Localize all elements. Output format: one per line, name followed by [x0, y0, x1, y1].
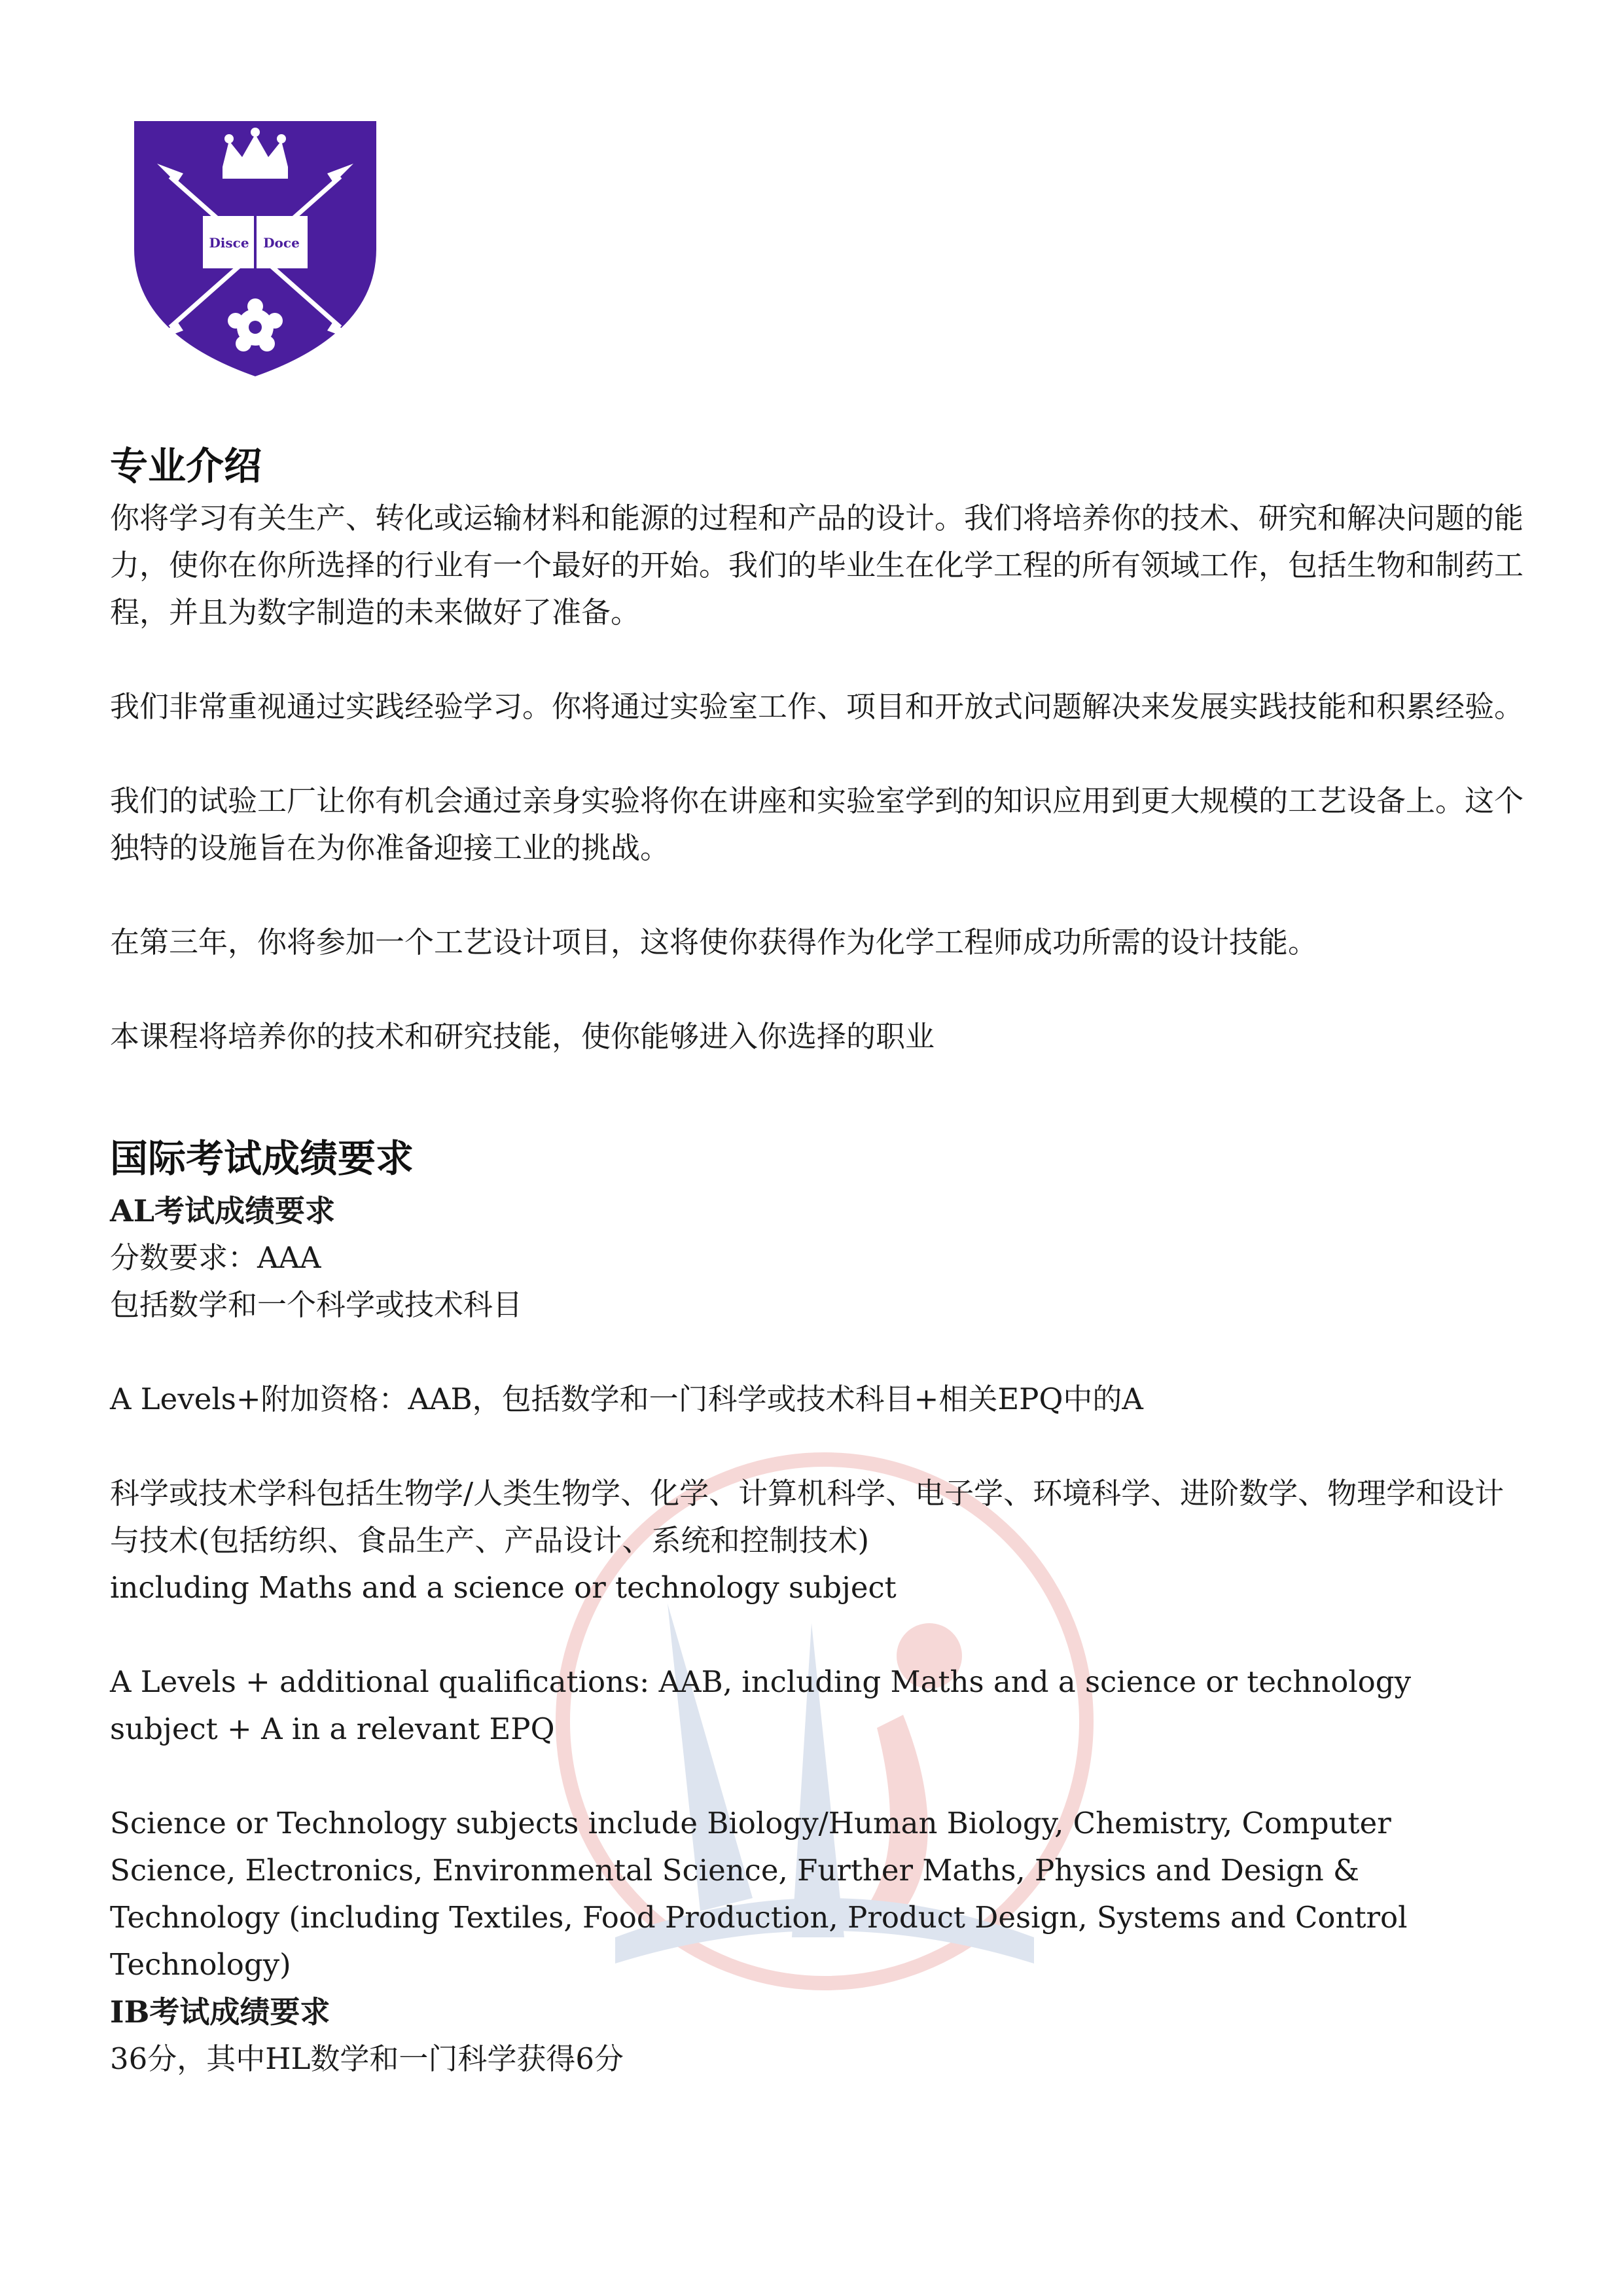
- al-subjects: 包括数学和一个科学或技术科目: [110, 1287, 523, 1322]
- intro-paragraph-2: 我们非常重视通过实践经验学习。你将通过实验室工作、项目和开放式问题解决来发展实践技能和积累经验。: [110, 689, 1524, 724]
- university-shield-logo: [131, 118, 380, 380]
- logo-motto-right: Doce: [263, 235, 300, 251]
- requirements-title: 国际考试成绩要求: [110, 1136, 414, 1181]
- al-science-en: Science or Technology subjects include Biology/Human Biology, Chemistry, Computer Science, Electronics, Environmental Science, Further Maths, Physics and Design & Technology (including Textiles, Food Production, Product Design, Systems and Control Technology): [110, 1806, 1408, 1982]
- document-content: [110, 440, 1524, 2083]
- al-heading: AL考试成绩要求: [110, 1193, 336, 1229]
- ib-heading: IB考试成绩要求: [110, 1994, 330, 2030]
- intro-paragraph-4: 在第三年，你将参加一个工艺设计项目，这将使你获得作为化学工程师成功所需的设计技能。: [110, 925, 1318, 960]
- al-science-cn: 科学或技术学科包括生物学/人类生物学、化学、计算机科学、电子学、环境科学、进阶数学、物理学和设计与技术(包括纺织、食品生产、产品设计、系统和控制技术): [110, 1476, 1505, 1558]
- al-additional-en: A Levels + additional qualifications: AAB, including Maths and a science or technology subject + A in a relevant EPQ: [110, 1664, 1411, 1746]
- al-including-en: including Maths and a science or technology subject: [110, 1570, 897, 1605]
- al-additional-cn: A Levels+附加资格：AAB，包括数学和一门科学或技术科目+相关EPQ中的A: [110, 1382, 1143, 1416]
- ib-score: 36分，其中HL数学和一门科学获得6分: [110, 2041, 624, 2076]
- intro-paragraph-1: 你将学习有关生产、转化或运输材料和能源的过程和产品的设计。我们将培养你的技术、研究和解决问题的能力，使你在你所选择的行业有一个最好的开始。我们的毕业生在化学工程的所有领域工作，包括生物和制药工程，并且为数字制造的未来做好了准备。: [110, 501, 1524, 630]
- intro-paragraph-3: 我们的试验工厂让你有机会通过亲身实验将你在讲座和实验室学到的知识应用到更大规模的工艺设备上。这个独特的设施旨在为你准备迎接工业的挑战。: [110, 783, 1524, 865]
- al-score: 分数要求：AAA: [110, 1240, 321, 1275]
- logo-motto-left: Disce: [209, 235, 249, 251]
- intro-title: 专业介绍: [110, 444, 262, 488]
- intro-paragraph-5: 本课程将培养你的技术和研究技能，使你能够进入你选择的职业: [110, 1019, 935, 1054]
